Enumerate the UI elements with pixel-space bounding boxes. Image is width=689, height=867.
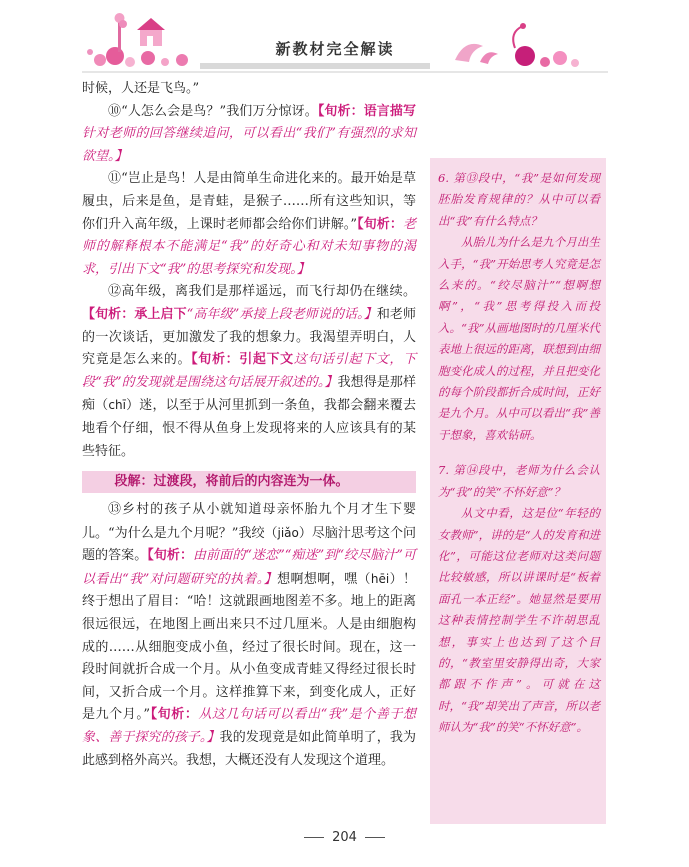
annotation-label: 【旬析： [147,548,194,564]
annotation-text: 老师的解释根本不能满足“我”的好奇心和对未知事物的渴求，引出下文“我”的思考探究和发现。】 [82,216,416,277]
left-floral-ornament [87,13,188,67]
paragraph-12 [82,281,416,463]
answer-7: 从文中看，这是位“年轻的女教师”，讲的是“人的发育和进化”，可能这位老师对这类问题比较敏感，所以讲课时是“板着面孔一本正经”。她显然是要用这种表情控制学生不许胡思乱想，事实上也达到了这个目的，“教室里安静得出奇，大家都跟不作声”。可就在这时，“我”却笑出了声音，所以老师认为“我”的笑“不怀好意”。 [438,506,600,735]
paragraph-13 [82,499,416,772]
section-summary-bar: 段解：过渡段，将前后的内容连为一体。 [82,471,416,493]
answer-6: 从胎儿为什么是九个月出生入手，“我”开始思考人究竟是怎么来的。“绞尽脑汁”“想啊想啊”，“我”思考得投入而投入。“我”从画地图时的几厘米代表地上很远的距离，联想到由细胞变化成人的过程，并且把变化的每个阶段都折合成时间，正好是九个月。从中可以看出“我”善于想象，喜欢钻研。 [438,235,600,442]
paragraph-13-text-c: 想啊想啊，嘿（ [277,571,371,587]
annotation-text: 针对老师的回答继续追问，可以看出“我们”有强烈的求知欲望。】 [82,126,416,164]
annotation-text: 由前面的“迷恋”“痴迷”到“绞尽脑汁”可以看出“我”对问题研究的执着。】 [82,548,416,587]
annotation [82,307,377,322]
main-text-column [82,78,416,772]
paragraph-11-text: ⑪“岂止是鸟！人是由简单生命进化来的。最开始是草履虫，后来是鱼，是青蛙，是猴子……所有这些知识，等你们升入高年级，上课时老师都会给你们讲解。” [82,171,416,232]
annotation-label: 【旬析：语言描写 [317,103,416,119]
paragraph-13-text-d: ）！终于想出了眉目：“哈！这就跟画地图差不多。地上的距离很远很远，在地图上画出来只不过几厘米。人是由细胞构成的……从细胞变成小鱼，经过了很长时间。现在，这一段时间就折合成一个月。从小鱼变成青蛙又得经过很长时间，又折合成一个月。这样推算下来，到变化成人，正好是九个月。” [82,571,416,723]
annotation-label: 【旬析：引起下文 [191,352,294,368]
pinyin: jiǎo [277,525,299,540]
annotation-label: 【旬析： [150,707,199,723]
page-header [0,0,689,78]
paragraph-10 [82,101,416,169]
header-title: 新教材完全解读 [275,40,395,58]
paragraph-13-text-e: 我的发现竟是如此简单明了，我为此感到格外高兴。我想，大概还没有人发现这个道理。 [82,730,416,768]
paragraph-13-text-a: ⑬乡村的孩子从小就知道母亲怀胎九个月才生下婴儿。“为什么是九个月呢？”我绞（ [82,502,416,541]
pinyin: chī [108,398,126,413]
annotation-label: 【旬析： [357,216,403,232]
right-floral-ornament [455,23,579,67]
paragraph-10-text: ⑩“人怎么会是鸟？”我们万分惊讶。 [108,103,318,119]
annotation-text: 这句话引起下文，下段“我”的发现就是围绕这句话展开叙述的。】 [82,352,416,390]
question-6: 6. 第⑬段中，“我”是如何发现胚胎发育规律的？从中可以看出“我”有什么特点？ [438,171,600,228]
page-footer [0,830,689,845]
dash-right [365,837,385,838]
spacer [438,446,600,460]
annotation-label: 【旬析：承上启下 [82,306,187,322]
paragraph-12-text-c2: ）迷，以至于从河里抓到一条鱼，我都会翻来覆去地看个仔细，恨不得从鱼身上发现将来的人应该具有的某些特征。 [82,398,416,459]
dash-left [304,837,324,838]
annotation-text: 从这几句话可以看出“我”是个善于想象、善于探究的孩子。】 [82,707,416,746]
annotation-text: “高年级”承接上段老师说的话。】 [186,306,377,322]
paragraph-continuation: 时候，人还是飞鸟。” [82,81,200,96]
side-qa-panel [430,158,606,824]
question-7: 7. 第⑭段中，老师为什么会认为“我”的笑“不怀好意”？ [438,463,600,499]
paragraph-12-text-b: 和老师的一次谈话，更加激发了我的想象力。我渴望弄明白，人究竟是怎么来的。 [82,306,416,368]
paragraph-12-text-c1: 我想得是那样痴（ [82,374,416,414]
page-number: 204 [332,830,357,845]
paragraph-13-text-b: ）尽脑汁思考这个问题的答案。 [82,525,416,564]
paragraph-11 [82,168,416,281]
pinyin: hēi [370,571,390,586]
paragraph-12-text-a: ⑫高年级，离我们是那样遥远，而飞行却仍在继续。 [108,284,416,300]
